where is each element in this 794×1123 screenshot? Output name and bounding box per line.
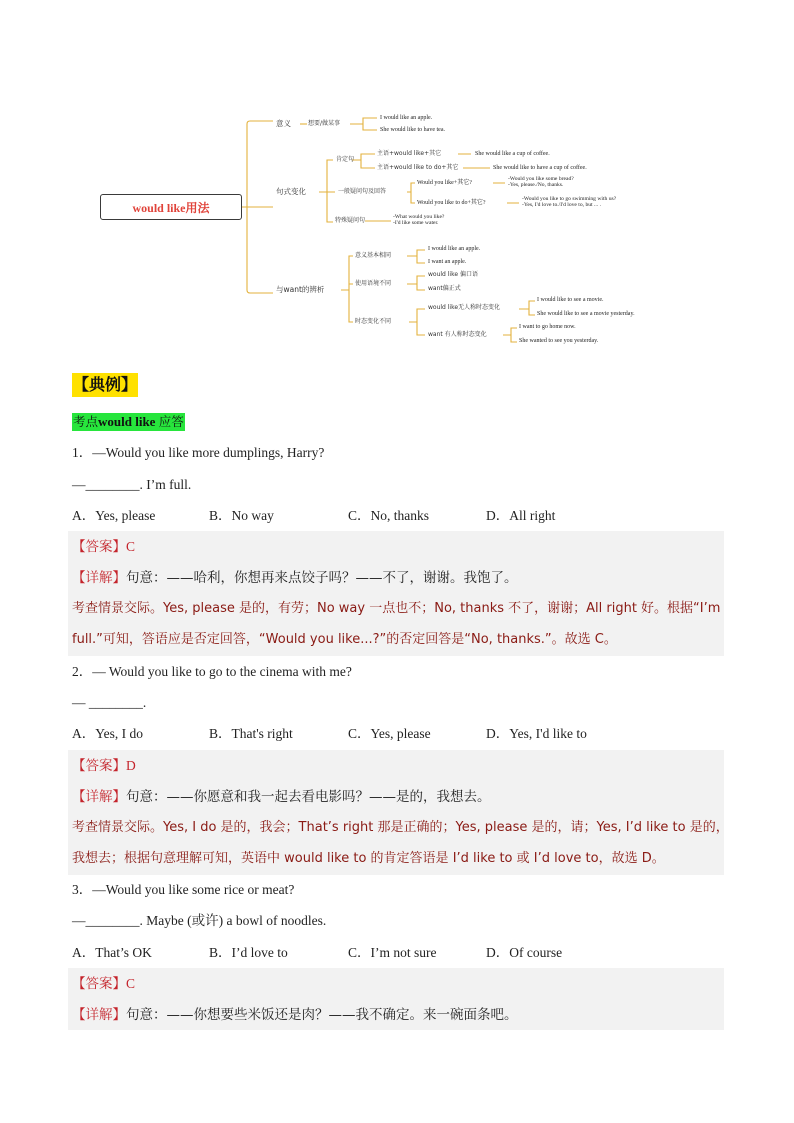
answer-tag: 【答案】 (72, 758, 126, 774)
mm-node: want 有人称时态变化 (428, 331, 487, 338)
option-b: B．I’d love to (209, 945, 288, 960)
detail-line-2: 考查情景交际。Yes, I do 是的，我会；That’s right 那是正确的；Yes, please 是的，请；Yes, I’d like to 是的， (72, 820, 729, 835)
topic-suffix: 应答 (158, 414, 184, 429)
topic-term: would like (98, 414, 159, 429)
detail-tag: 【详解】 (72, 570, 126, 586)
detail-tag: 【详解】 (72, 1007, 126, 1023)
detail-line-1 (72, 1006, 518, 1024)
detail-text: 句意：——你想要些米饭还是肉？——我不确定。来一碗面条吧。 (126, 1007, 518, 1023)
question-2-stem: 2．— Would you like to go to the cinema with me? (72, 664, 352, 679)
mm-example: want偏正式 (428, 285, 461, 292)
option-c: C．I’m not sure (348, 945, 437, 960)
option-b: B．That's right (209, 726, 293, 741)
question-1-stem: 1．—Would you like more dumplings, Harry? (72, 445, 325, 460)
mm-example: She would like to see a movie yesterday. (537, 311, 635, 317)
question-3-stem: 3．—Would you like some rice or meat? (72, 882, 295, 897)
section-heading: 【典例】 (72, 373, 138, 397)
mm-node: 肯定句 (336, 156, 355, 163)
mm-node: Would you like to do+其它? (417, 200, 486, 206)
mind-map (95, 112, 705, 352)
question-2-blank: — ________. (72, 695, 147, 710)
mm-example: I would like to see a movie. (537, 297, 604, 303)
mm-node: 时态变化不同 (355, 318, 392, 325)
mm-node: would like无人称时态变化 (428, 304, 501, 311)
mm-node: Would you like+其它? (417, 180, 472, 186)
option-a: A．Yes, I do (72, 726, 144, 741)
option-a: A．Yes, please (72, 508, 156, 523)
topic-prefix: 考点 (73, 414, 99, 429)
mm-example: -What would you like? -I'd like some water. (393, 214, 445, 227)
mind-map-root: would like用法 (100, 194, 242, 220)
mm-node: 特殊疑问句 (335, 217, 366, 224)
answer-tag: 【答案】 (72, 976, 126, 992)
option-d: D．Yes, I'd like to (486, 726, 587, 741)
mm-branch-sentence: 句式变化 (276, 187, 306, 196)
detail-line-1 (72, 569, 518, 587)
mm-example: She would like to have tea. (380, 127, 445, 133)
mm-example: would like 偏口语 (428, 271, 478, 278)
mm-example: I would like an apple. (380, 115, 433, 121)
mm-example: I would like an apple. (428, 246, 481, 252)
option-c: C．No, thanks (348, 508, 429, 523)
mm-example: I want to go home now. (519, 324, 576, 330)
mm-example: -Would you like some bread? -Yes, please./No, thanks. (508, 176, 574, 189)
detail-line-3: full.”可知，答语应是否定回答，“Would you like...?”的否定回答是“No, thanks.”。故选 C。 (72, 632, 617, 647)
mm-node: 想要/做某事 (308, 120, 341, 127)
mm-branch-meaning: 意义 (276, 119, 291, 128)
mm-node: 使用语境不同 (355, 280, 392, 287)
detail-tag: 【详解】 (72, 789, 126, 805)
option-d: D．All right (486, 508, 556, 523)
option-c: C．Yes, please (348, 726, 431, 741)
mm-branch-vs-want: 与want的辨析 (276, 285, 325, 294)
mm-node: 主语+would like+其它 (377, 150, 442, 157)
mm-example: She would like to have a cup of coffee. (493, 165, 587, 171)
mm-node: 一般疑问句及回答 (338, 188, 387, 195)
option-b: B．No way (209, 508, 274, 523)
answer-line-2 (72, 757, 136, 775)
detail-text: 句意：——哈利，你想再来点饺子吗？——不了，谢谢。我饱了。 (126, 570, 518, 586)
detail-text: 句意：——你愿意和我一起去看电影吗？——是的，我想去。 (126, 789, 491, 805)
mm-example: I want an apple. (428, 259, 467, 265)
answer-tag: 【答案】 (72, 539, 126, 555)
detail-line-1 (72, 788, 491, 806)
topic-tag (72, 413, 185, 431)
answer-line-1 (72, 538, 135, 556)
mm-node: 主语+would like to do+其它 (377, 164, 459, 171)
mm-example: She would like a cup of coffee. (475, 151, 550, 157)
question-3-blank: —________. Maybe (或许) a bowl of noodles. (72, 913, 327, 928)
option-d: D．Of course (486, 945, 563, 960)
detail-line-2: 考查情景交际。Yes, please 是的，有劳；No way 一点也不；No, thanks 不了，谢谢；All right 好。根据“I’m (72, 601, 721, 616)
mm-node: 意义基本相同 (355, 252, 392, 259)
answer-value: D (126, 758, 136, 773)
answer-value: C (126, 976, 136, 991)
answer-value: C (126, 539, 136, 554)
mm-example: She wanted to see you yesterday. (519, 338, 599, 344)
mm-example: -Would you like to go swimming with us? -Yes, I'd love to./I'd love to, but ... . (522, 196, 617, 209)
detail-line-3: 我想去；根据句意理解可知，英语中 would like to 的肯定答语是 I’d like to 或 I’d love to，故选 D。 (72, 851, 665, 866)
option-a: A．That’s OK (72, 945, 152, 960)
question-1-blank: —________. I’m full. (72, 477, 192, 492)
answer-line-3 (72, 975, 135, 993)
